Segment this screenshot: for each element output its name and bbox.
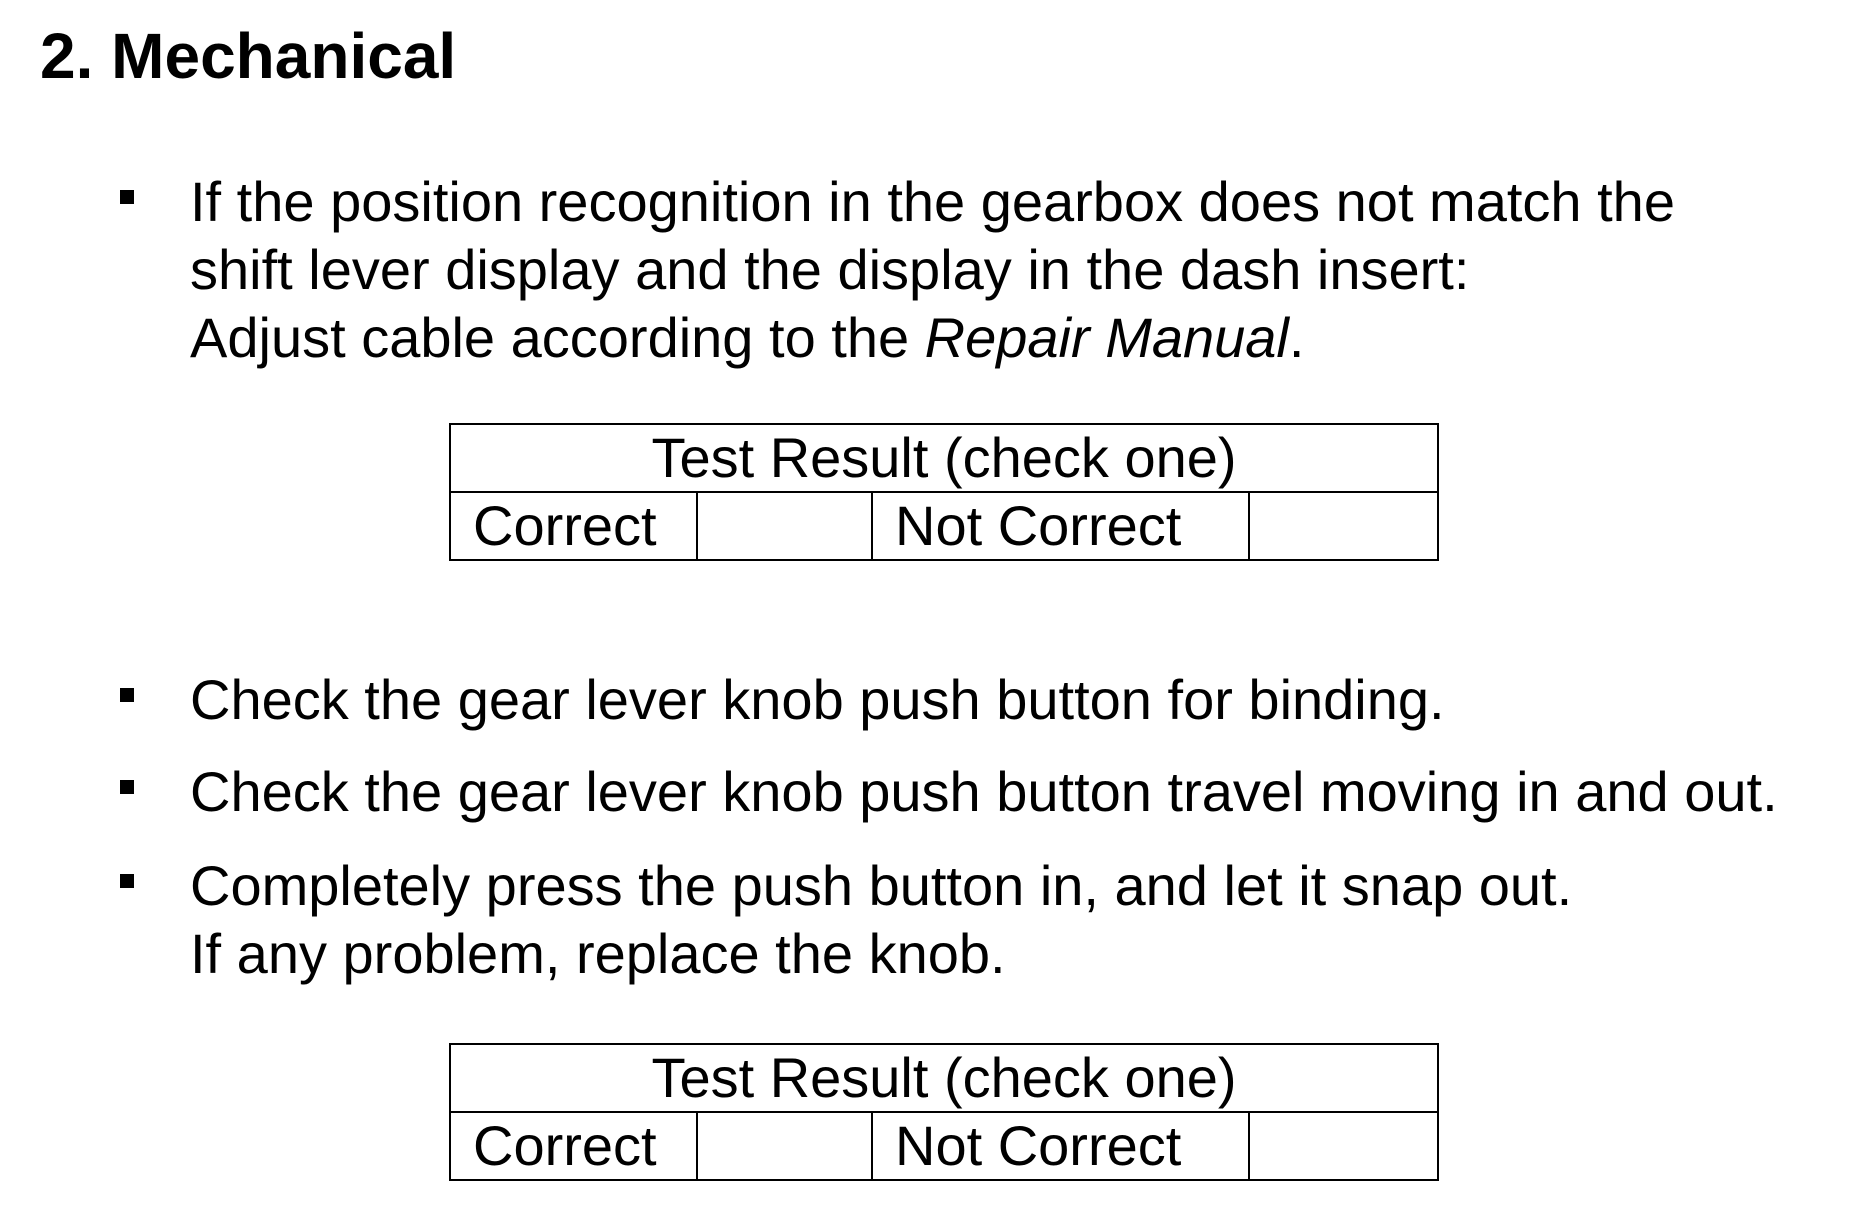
test-result-title: Test Result (check one) bbox=[450, 424, 1438, 492]
correct-label: Correct bbox=[450, 1112, 697, 1180]
bullet-item-snap-out bbox=[110, 852, 1572, 988]
not-correct-checkbox-cell[interactable] bbox=[1249, 492, 1438, 560]
bullet-item-cable-adjust bbox=[110, 168, 1675, 372]
not-correct-label: Not Correct bbox=[872, 492, 1249, 560]
square-bullet-icon bbox=[120, 190, 134, 204]
bullet-text-line: If any problem, replace the knob. bbox=[190, 922, 1006, 985]
test-result-title: Test Result (check one) bbox=[450, 1044, 1438, 1112]
correct-checkbox-cell[interactable] bbox=[697, 1112, 872, 1180]
bullet-text-line: Completely press the push button in, and let it snap out. bbox=[190, 854, 1573, 917]
correct-checkbox-cell[interactable] bbox=[697, 492, 872, 560]
bullet-item-travel bbox=[110, 758, 1778, 826]
square-bullet-icon bbox=[120, 780, 134, 794]
repair-manual-reference: Repair Manual bbox=[924, 306, 1289, 369]
test-result-table bbox=[449, 1043, 1439, 1181]
square-bullet-icon bbox=[120, 874, 134, 888]
test-result-table bbox=[449, 423, 1439, 561]
page-title: 2. Mechanical bbox=[40, 20, 457, 92]
bullet-text-line: Check the gear lever knob push button travel moving in and out. bbox=[190, 760, 1778, 823]
bullet-text-line: Check the gear lever knob push button for binding. bbox=[190, 668, 1445, 731]
bullet-text-line: shift lever display and the display in the dash insert: bbox=[190, 238, 1470, 301]
square-bullet-icon bbox=[120, 688, 134, 702]
bullet-item-binding bbox=[110, 666, 1445, 734]
bullet-text-prefix: Adjust cable according to the bbox=[190, 306, 925, 369]
correct-label: Correct bbox=[450, 492, 697, 560]
not-correct-checkbox-cell[interactable] bbox=[1249, 1112, 1438, 1180]
bullet-text-line: If the position recognition in the gearbox does not match the bbox=[190, 170, 1675, 233]
not-correct-label: Not Correct bbox=[872, 1112, 1249, 1180]
bullet-text-line bbox=[190, 304, 1675, 372]
bullet-text-suffix: . bbox=[1288, 306, 1305, 369]
